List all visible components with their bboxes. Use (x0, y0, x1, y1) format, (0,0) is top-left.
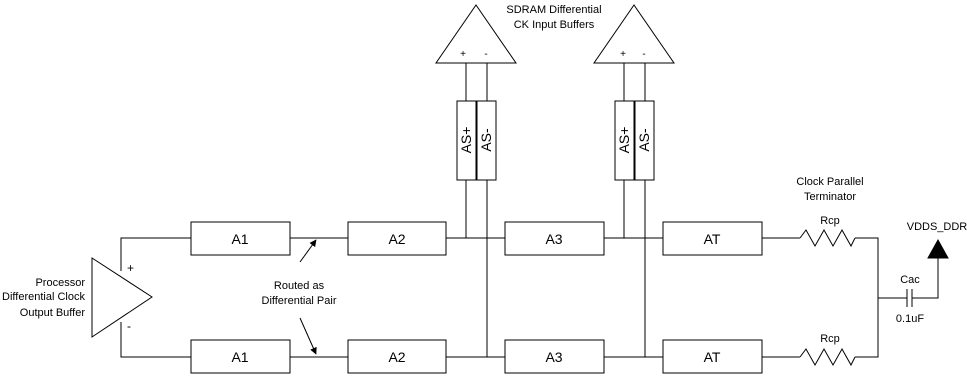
processor-buffer-icon (92, 258, 152, 337)
segment-label: A3 (545, 349, 563, 365)
stub-label: AS+ (458, 126, 474, 154)
cac-label: Cac (900, 274, 920, 286)
segment-label: A2 (388, 349, 406, 365)
vdds-arrow-icon (928, 240, 948, 258)
bottom-trace-end (855, 298, 878, 357)
segment-label: A1 (231, 349, 249, 365)
segment-label: AT (703, 349, 721, 365)
buffer-plus-sign: + (620, 49, 626, 60)
bottom-trace-start (121, 322, 191, 357)
resistor-bottom-icon (800, 349, 855, 365)
routed-label-2: Differential Pair (261, 295, 337, 307)
segment-label: AT (703, 231, 721, 247)
segment-label: A2 (388, 231, 406, 247)
routed-arrow-top (300, 240, 316, 262)
processor-label-3: Output Buffer (19, 307, 85, 319)
processor-label-2: Differential Clock (2, 291, 85, 303)
proc-minus-sign: - (127, 319, 131, 333)
terminator-label-2: Terminator (804, 191, 856, 203)
proc-plus-sign: + (127, 261, 135, 275)
stub-label: AS+ (616, 126, 632, 154)
stub-label: AS- (478, 128, 494, 152)
sdram-title-1: SDRAM Differential (506, 4, 602, 16)
routed-label-1: Routed as (273, 280, 325, 292)
sdram-buffer-left-icon (436, 5, 516, 63)
rcp-bottom-label: Rcp (820, 333, 840, 345)
cac-value-label: 0.1uF (895, 313, 925, 325)
stub-label: AS- (636, 128, 652, 152)
rcp-top-label: Rcp (820, 215, 840, 227)
buffer-plus-sign: + (460, 49, 466, 60)
sdram-buffer-right-icon (594, 5, 674, 63)
resistor-top-icon (800, 230, 855, 246)
segment-label: A3 (545, 231, 563, 247)
segment-label: A1 (231, 231, 249, 247)
terminator-label-1: Clock Parallel (796, 176, 864, 188)
processor-label-1: Processor (35, 277, 85, 289)
buffer-minus-sign: - (484, 49, 488, 60)
routed-arrow-bottom (300, 318, 316, 354)
sdram-title-2: CK Input Buffers (513, 19, 595, 31)
buffer-minus-sign: - (642, 49, 646, 60)
vdds-label: VDDS_DDR (906, 221, 967, 233)
top-trace-end (855, 238, 878, 298)
